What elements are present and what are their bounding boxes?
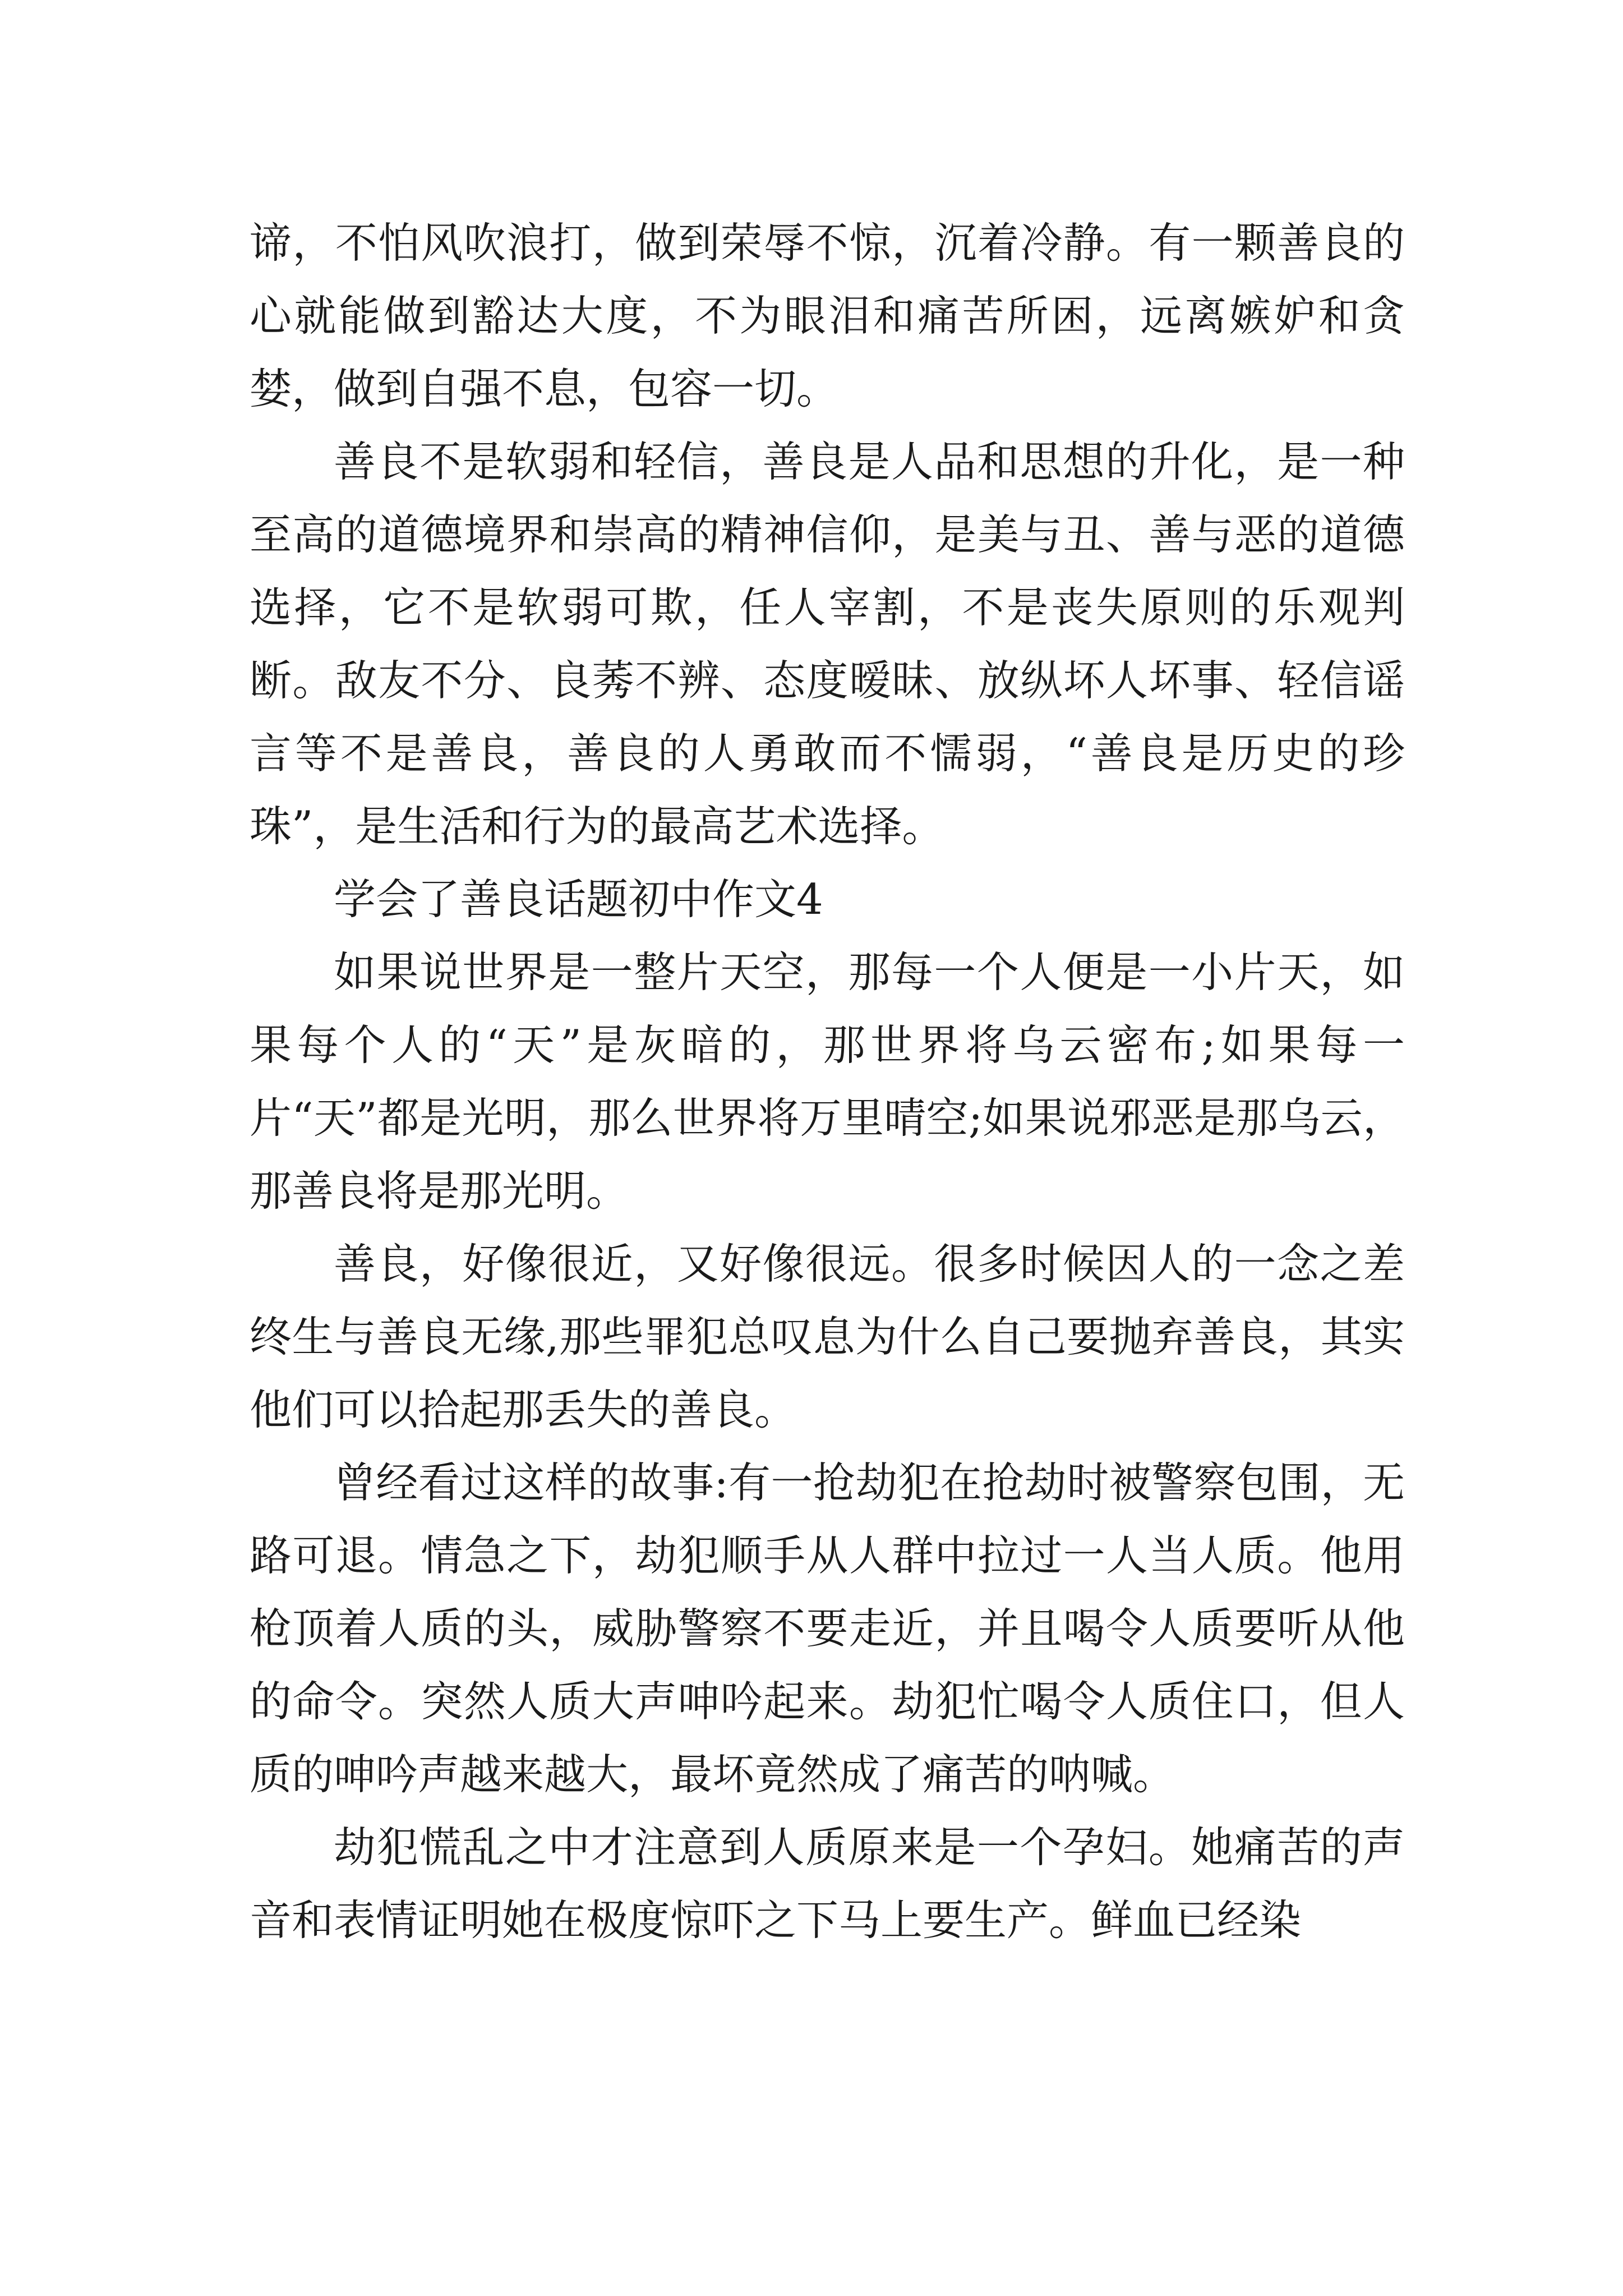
paragraph-kindness-definition: 善良不是软弱和轻信，善良是人品和思想的升化，是一种至高的道德境界和崇高的精神信仰，是美与丑、善与恶的道德选择，它不是软弱可欺，任人宰割，不是丧失原则的乐观判断。敌友不分、良莠不辨、态度暧昧、放纵坏人坏事、轻信谣言等不是善良，善良的人勇敢而不懦弱，“善良是历史的珍珠”，是生活和行为的最高艺术选择。 <box>250 437 1405 851</box>
paragraph-hostage-pregnant: 劫犯慌乱之中才注意到人质原来是一个孕妇。她痛苦的声音和表情证明她在极度惊吓之下马上要生产。鲜血已经染 <box>250 1823 1405 1945</box>
paragraph-robbery-story: 曾经看过这样的故事:有一抢劫犯在抢劫时被警察包围，无路可退。情急之下，劫犯顺手从人群中拉过一人当人质。他用枪顶着人质的头，威胁警察不要走近，并且喝令人质要听从他的命令。突然人质大声呻吟起来。劫犯忙喝令人质住口，但人质的呻吟声越来越大，最坏竟然成了痛苦的呐喊。 <box>250 1458 1405 1799</box>
essay-title: 学会了善良话题初中作文4 <box>334 875 823 924</box>
paragraph-continued: 谛，不怕风吹浪打，做到荣辱不惊，沉着冷静。有一颗善良的心就能做到豁达大度，不为眼泪和痛苦所困，远离嫉妒和贪婪，做到自强不息，包容一切。 <box>250 218 1405 413</box>
paragraph-near-and-far: 善良，好像很近，又好像很远。很多时候因人的一念之差终生与善良无缘,那些罪犯总叹息为什么自己要抛弃善良，其实他们可以拾起那丢失的善良。 <box>250 1239 1405 1434</box>
paragraph-sky-metaphor: 如果说世界是一整片天空，那每一个人便是一小片天，如果每个人的“天”是灰暗的，那世界将乌云密布;如果每一片“天”都是光明，那么世界将万里晴空;如果说邪恶是那乌云，那善良将是那光明。 <box>250 947 1405 1216</box>
document-body <box>250 206 1405 1957</box>
